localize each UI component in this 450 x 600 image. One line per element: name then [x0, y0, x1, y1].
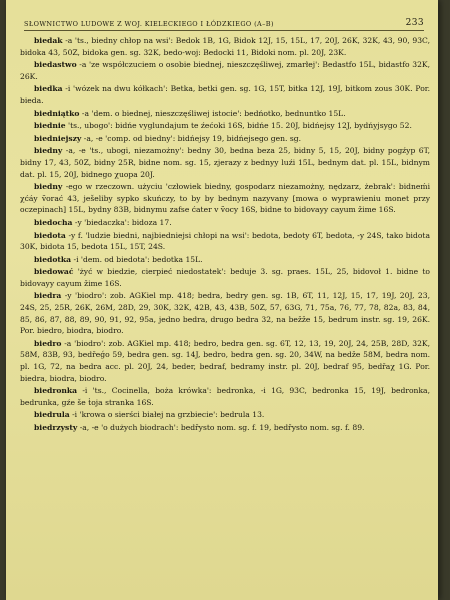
dictionary-entry: [20, 385, 430, 408]
dictionary-entry: [20, 181, 430, 216]
dictionary-entry: [20, 145, 430, 180]
dictionary-entry: [20, 254, 430, 266]
entry-headword: biedrzysty: [34, 423, 78, 432]
entry-definition: -y 'biedaczka': bidoza 17.: [74, 217, 172, 227]
entry-definition: -y 'biodro': zob. AGKiel mp. 418; bedra, bedry gen. sg. 1B, 6T, 11, 12J, 15, 17, 19J, 20J, 23, 24S, 25, 25R, 26K, 26M, 28D, 29, 30K, 32K, 42B, 43, 43B, 50Z, 57, 63G, 71, 75a, 76, 77, 78, 82a, 83, 84, 85, 86, 87, 88, 89, 90, 91, 92, 95a, jedno bedra, drugo bedra 32, na bežže 15, bedrum instr. sg. 19, 26K. Por. biedro, biodra, biodro.: [20, 291, 430, 336]
entry-headword: biedny: [34, 146, 63, 156]
entry-definition: 'żyć w biedzie, cierpieć niedostatek': beduje 3. sg. praes. 15L, 25, bidovoł 1. bidne to bidovayy cayum žime 16S.: [20, 267, 430, 288]
dictionary-entry: [20, 290, 430, 336]
dictionary-entry: [20, 83, 430, 106]
entry-headword: biedny: [34, 182, 63, 192]
entry-headword: biedocha: [34, 217, 73, 227]
entry-definition: -i 'krowa o sierści białej na grzbiecie': bedrula 13.: [72, 410, 265, 420]
entry-definition: -i 'dem. od biedota': bedotka 15L.: [73, 254, 203, 264]
entry-definition: -a 'biodro': zob. AGKiel mp. 418; bedro, bedra gen. sg. 6T, 12, 13, 19, 20J, 24, 25B, 28D, 32K, 58M, 83B, 93, bedřeǵo 59, bedra gen. sg. 14J, bedro, bedra gen. sg. 20, 34W, na bedže 58M, bedra nom. pl. 1G, 72, na bedra acc. pl. 20J, 24, beder, bedraf, bedramy instr. pl. 20J, bedraf 95, bedřaχ 1G. Por. biedra, biodra, biodro.: [20, 338, 430, 383]
entry-headword: biedka: [34, 84, 63, 94]
entry-definition: -a 'dem. o biednej, nieszczęśliwej istocie': bedńotko, bednuntko 15L.: [81, 108, 346, 118]
dictionary-entry: [20, 120, 430, 132]
running-header: [24, 16, 424, 30]
dictionary-entry: [20, 217, 430, 229]
entry-definition: -a, -e 'o dużych biodrach': bedřysto nom. sg. f. 19, bedřysto nom. sg. f. 89.: [79, 423, 365, 432]
entry-definition: -a 'ts., biedny chłop na wsi': Bedok 1B, 1G, Bidok 12J, 15, 15L, 17, 20J, 26K, 32K, 43, 90, 93C, bidoka 43, 50Z, bidoka gen. sg. 32K, bedo-woj: Bedocki 11, Bidoki nom. pl. 20J, 23K.: [20, 36, 431, 57]
page-number: 233: [405, 18, 424, 28]
dictionary-entry: [20, 108, 430, 120]
entry-headword: biedastwo: [34, 60, 77, 70]
entry-headword: biedrula: [34, 410, 70, 420]
entry-headword: biedak: [34, 36, 63, 45]
dictionary-entry: [20, 266, 430, 289]
entry-headword: biedniątko: [34, 108, 80, 118]
running-title: SŁOWNICTWO LUDOWE Z WOJ. KIELECKIEGO I ŁÓDZKIEGO (A–B): [24, 20, 274, 28]
entry-definition: -a, -e 'comp. od biedny': bidńejsy 19, bidńejsego gen. sg.: [83, 133, 302, 143]
dictionary-page: [6, 0, 438, 600]
dictionary-entry: [20, 230, 430, 253]
dictionary-entry: [20, 409, 430, 421]
entry-headword: biedra: [34, 291, 62, 301]
dictionary-entry: [20, 35, 430, 58]
entry-headword: biednie: [34, 121, 66, 131]
entry-definition: -y f. 'ludzie biedni, najbiedniejsi chłopi na wsi': bedota, bedoty 6T, bedota, -y 24S, tako bidota 30K, bidota 15, bedota 15L, 15T, 24S.: [20, 230, 430, 252]
entry-definition: 'ts., ubogo': bidńe vyglundajum te źećoki 16S, bidńe 15. 20J, bidńejsy 12J, bydńyjsygo 52.: [68, 121, 412, 131]
entry-headword: biedniejszy: [34, 133, 82, 143]
entry-headword: biedota: [34, 230, 66, 240]
dictionary-entry: [20, 133, 430, 145]
entry-headword: biedować: [34, 267, 74, 277]
header-rule: [24, 30, 424, 31]
dictionary-entry: [20, 422, 430, 434]
entry-list: [20, 35, 430, 435]
entry-definition: -a 'ze współczuciem o osobie biednej, nieszczęśliwej, zmarłej': Bedastfo 15L, bidastfo 32K, 26K.: [20, 60, 430, 81]
entry-headword: biedronka: [34, 386, 78, 396]
entry-headword: biedro: [34, 338, 62, 348]
entry-definition: -i 'ts., Cocinella, boża krówka': bedronka, -i 1G, 93C, bedronka 15, 19J, bedronka, bedrunka, gźe še ṫoja stranka 16S.: [20, 386, 430, 407]
dictionary-entry: [20, 59, 430, 82]
entry-definition: -ego w rzeczown. użyciu 'człowiek biedny, gospodarz niezamożny, nędzarz, żebrak': bidneḿi χćáy ṽorać 43, ješeliby sypko skuńczy, to by by bednym nazyvany [mowa o wyprawieniu monet przy oczepinach] 15L, bydny 83B, bidnymu zafse ćater v ṽocy 16S, bidne to bidovayy cayum žime 16S.: [20, 182, 430, 215]
dictionary-entry: [20, 338, 430, 384]
entry-headword: biedotka: [34, 254, 72, 264]
entry-definition: -i 'wózek na dwu kółkach': Betka, betki gen. sg. 1G, 15T, bitka 12J, 19J, bitkom zous 30K. Por. bieda.: [20, 84, 430, 105]
entry-definition: -a, -e 'ts., ubogi, niezamożny': bedny 30, bedna beza 25, bidny 5, 15, 20J, bidny pogźyp 6T, bidny 17, 43, 50Z, bidny 25R, bidne nom. sg. 15, zjerazy z bednyy luźi 15L, bednym dat. pl. 15L, bidnym dat. pl. 15, 20J, bidnego χuopa 20J.: [20, 146, 430, 179]
